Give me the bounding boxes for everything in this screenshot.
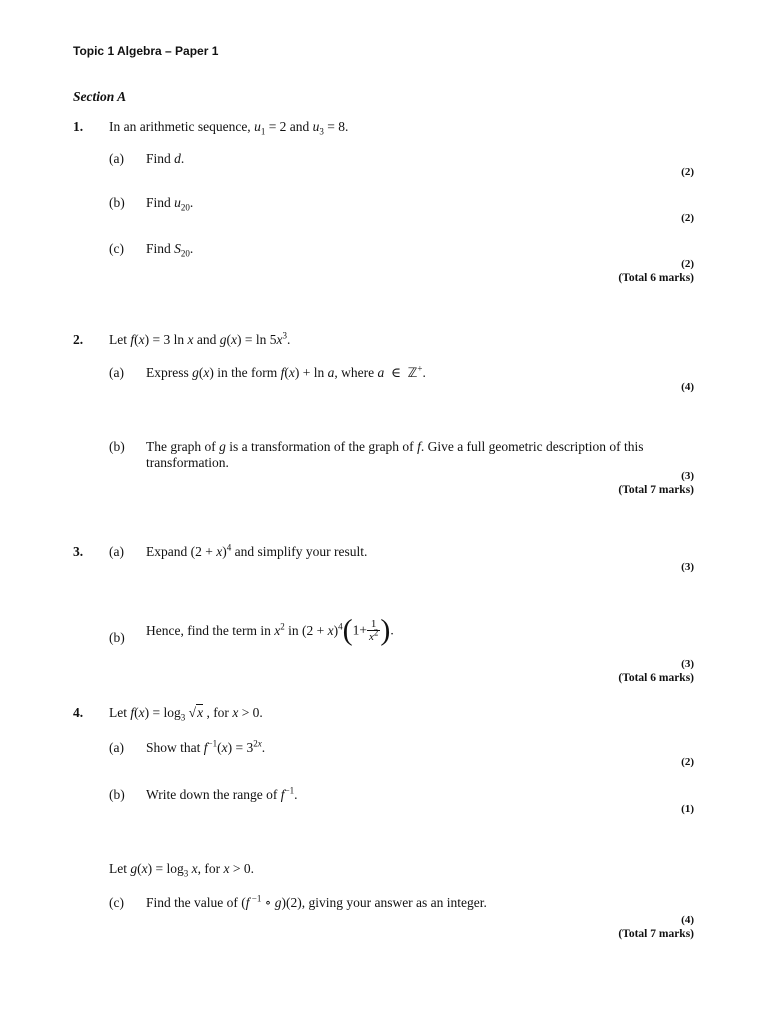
question-1c-marks: (2) xyxy=(681,258,694,270)
question-1-stem: In an arithmetic sequence, $u_1 = 2$ and $u_3 = 8$. xyxy=(109,119,349,137)
question-1c-text: Find $S_{20}$. xyxy=(146,241,194,259)
question-2a-text: Express g(x) in the form f(x) + ln a, where a ∈ ℤ+. xyxy=(146,363,426,381)
question-1a-marks: (2) xyxy=(681,166,694,178)
page-header: Topic 1 Algebra – Paper 1 xyxy=(73,44,219,58)
question-1a-label: (a) xyxy=(109,151,124,166)
question-4c-marks: (4) xyxy=(681,914,694,926)
question-1b-text: Find $u_{20}$. xyxy=(146,195,194,213)
question-4-stem: Let $f(x) = \log_3 √x$ , for x > 0. xyxy=(109,705,263,723)
question-4-number: 4. xyxy=(73,705,84,720)
question-2b-label: (b) xyxy=(109,439,125,454)
question-2b-text: The graph of g is a transformation of the graph of f. Give a full geometric description of this transformation. xyxy=(146,439,644,470)
question-4b-marks: (1) xyxy=(681,803,694,815)
question-2-number: 2. xyxy=(73,332,84,347)
question-4c-label: (c) xyxy=(109,895,124,910)
question-3-total: (Total 6 marks) xyxy=(618,672,694,684)
section-heading: Section A xyxy=(73,89,127,104)
question-4a-label: (a) xyxy=(109,740,124,755)
question-1-number: 1. xyxy=(73,119,84,134)
question-1-total: (Total 6 marks) xyxy=(618,272,694,284)
question-4a-text: Show that $f^{-1}(x) = 3^{2x}$. xyxy=(146,738,266,755)
question-4c-text: Find the value of (f $^{-1}$ ∘ g)(2), giving your answer as an integer. xyxy=(146,893,487,910)
question-3b-label: (b) xyxy=(109,630,125,645)
question-4-total: (Total 7 marks) xyxy=(618,928,694,940)
question-4a-marks: (2) xyxy=(681,756,694,768)
question-2b-marks: (3) xyxy=(681,470,694,482)
question-2-stem: Let f(x) = 3 ln x and $g(x) = \ln 5x^3$. xyxy=(109,330,291,347)
question-3a-marks: (3) xyxy=(681,561,694,573)
question-3-number: 3. xyxy=(73,544,84,559)
question-2-total: (Total 7 marks) xyxy=(618,484,694,496)
question-2a-marks: (4) xyxy=(681,381,694,393)
question-1b-label: (b) xyxy=(109,195,125,210)
question-1c-label: (c) xyxy=(109,241,124,256)
question-4-substem: Let $g(x) = \log_3 x$, for x > 0. xyxy=(109,861,254,879)
question-1b-marks: (2) xyxy=(681,212,694,224)
question-3a-label: (a) xyxy=(109,544,124,559)
question-4b-label: (b) xyxy=(109,787,125,802)
question-3b-text: Hence, find the term in $x^2$ in $(2 + x)^4(1+$ $\frac{1}{x^2}$ ). xyxy=(146,613,394,647)
question-2a-label: (a) xyxy=(109,365,124,380)
question-4b-text: Write down the range of $f^{-1}$. xyxy=(146,785,298,802)
question-1a-text: Find d. xyxy=(146,151,185,166)
fraction-one-over-x-squared: $\frac{1}{x^2}$ xyxy=(368,618,379,643)
question-3b-marks: (3) xyxy=(681,658,694,670)
question-3a-text: Expand $(2 + x)^4$ and simplify your result. xyxy=(146,542,368,559)
